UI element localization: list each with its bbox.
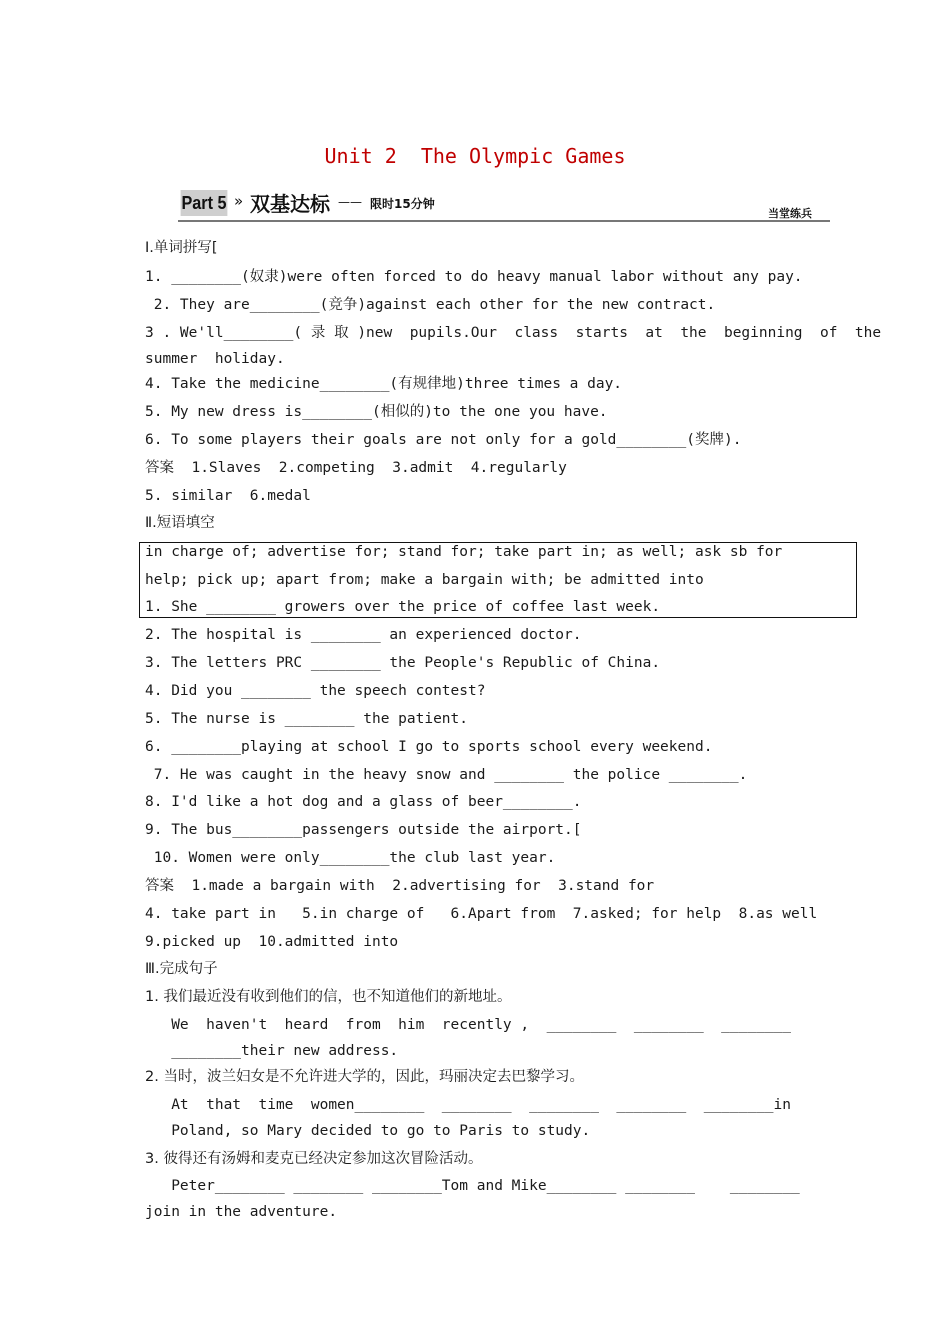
header-dash: —— <box>338 195 362 209</box>
section1-line: 2. They are________(竞争)against each other for the new contract. <box>145 297 716 313</box>
section3-heading: Ⅲ.完成句子 <box>145 961 218 977</box>
section2-answer: 4. take part in 5.in charge of 6.Apart from 7.asked; for help 8.as well <box>145 906 818 922</box>
section1-line: 3 . We'll________( 录 取 )new pupils.Our class starts at the beginning of the <box>145 325 882 341</box>
section2-line: 9. The bus________passengers outside the airport.[ <box>145 822 582 838</box>
phrase-list-line: in charge of; advertise for; stand for; take part in; as well; ask sb for <box>145 544 783 560</box>
section2-answer: 答案 1.made a bargain with 2.advertising for 3.stand for <box>145 878 655 894</box>
section2-line: 1. She ________ growers over the price of coffee last week. <box>145 599 661 615</box>
section2-line: 5. The nurse is ________ the patient. <box>145 711 469 727</box>
section1-line: 4. Take the medicine________(有规律地)three times a day. <box>145 376 623 392</box>
section2-line: 7. He was caught in the heavy snow and ________ the police ________. <box>145 767 748 783</box>
section3-line: join in the adventure. <box>145 1204 338 1220</box>
phrase-list-line: help; pick up; apart from; make a bargain with; be admitted into <box>145 572 704 588</box>
section3-line: Peter________ ________ ________Tom and Mike________ ________ ________ <box>145 1178 800 1194</box>
header-right-label: 当堂练兵 <box>768 207 812 220</box>
section1-answer: 5. similar 6.medal <box>145 488 311 504</box>
part-label: Part 5 <box>181 190 228 216</box>
section1-heading: Ⅰ.单词拼写[ <box>145 240 218 256</box>
section2-line: 3. The letters PRC ________ the People's Republic of China. <box>145 655 661 671</box>
section2-heading: Ⅱ.短语填空 <box>145 515 215 531</box>
section1-line: summer holiday. <box>145 351 285 367</box>
section-title: 双基达标 <box>250 192 330 216</box>
section3-line: At that time women________ ________ ________ ________ ________in <box>145 1097 792 1113</box>
section3-prompt: 1. 我们最近没有收到他们的信，也不知道他们的新地址。 <box>145 989 512 1005</box>
section2-line: 4. Did you ________ the speech contest? <box>145 683 486 699</box>
section3-line: We haven't heard from him recently , ________ ________ ________ <box>145 1017 792 1033</box>
section2-line: 10. Women were only________the club last year. <box>145 850 556 866</box>
section3-prompt: 2. 当时，波兰妇女是不允许进大学的，因此，玛丽决定去巴黎学习。 <box>145 1069 584 1085</box>
header-rule <box>178 220 830 222</box>
section1-answer: 答案 1.Slaves 2.competing 3.admit 4.regularly <box>145 460 567 476</box>
section1-line: 5. My new dress is________(相似的)to the one you have. <box>145 404 608 420</box>
section2-answer: 9.picked up 10.admitted into <box>145 934 399 950</box>
section2-line: 6. ________playing at school I go to sports school every weekend. <box>145 739 713 755</box>
section3-line: Poland, so Mary decided to go to Paris to study. <box>145 1123 591 1139</box>
double-arrow-icon: » <box>234 192 244 210</box>
section-header <box>178 188 830 222</box>
section1-line: 6. To some players their goals are not only for a gold________(奖牌). <box>145 432 742 448</box>
section3-prompt: 3. 彼得还有汤姆和麦克已经决定参加这次冒险活动。 <box>145 1151 483 1167</box>
time-limit: 限时15分钟 <box>370 197 435 211</box>
page-title: Unit 2 The Olympic Games <box>324 144 626 168</box>
section2-line: 8. I'd like a hot dog and a glass of beer________. <box>145 794 582 810</box>
section2-line: 2. The hospital is ________ an experienced doctor. <box>145 627 582 643</box>
section3-line: ________their new address. <box>145 1043 399 1059</box>
section1-line: 1. ________(奴隶)were often forced to do heavy manual labor without any pay. <box>145 269 803 285</box>
